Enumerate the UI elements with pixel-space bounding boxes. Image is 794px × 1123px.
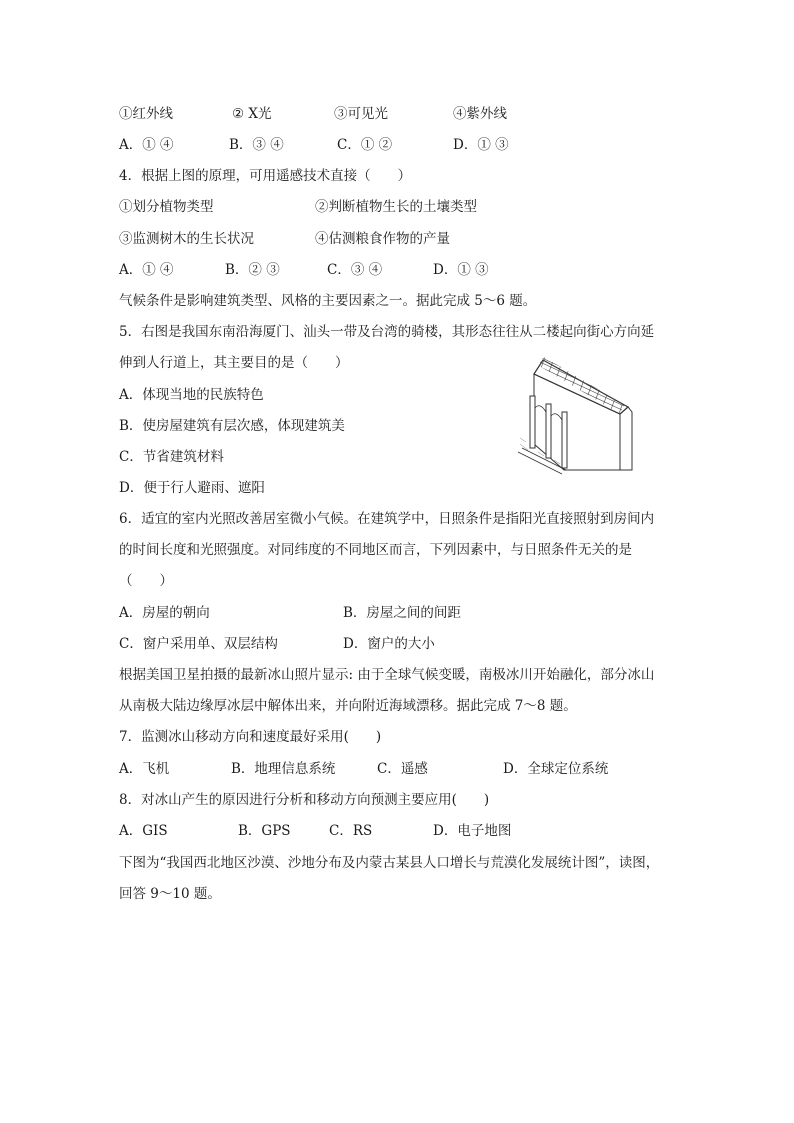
q4-item-1: ①划分植物类型 <box>119 199 214 215</box>
q3-option-d: D．① ③ <box>453 137 509 153</box>
q7-option-a: A．飞机 <box>119 761 170 777</box>
q3-item-4: ④紫外线 <box>453 106 507 122</box>
q6-option-c: C．窗户采用单、双层结构 <box>119 636 278 652</box>
q3-option-b: B．③ ④ <box>229 137 284 153</box>
q4-option-a: A．① ④ <box>119 262 174 278</box>
q5-stem-line2: 伸到人行道上，其主要目的是（ ） <box>119 355 349 371</box>
q4-option-b: B．② ③ <box>225 262 280 278</box>
q5-option-a: A．体现当地的民族特色 <box>119 387 264 403</box>
q3-item-1: ①红外线 <box>119 106 173 122</box>
q3-item-3: ③可见光 <box>334 106 388 122</box>
q6-option-d: D．窗户的大小 <box>343 636 435 652</box>
q5-option-c: C．节省建筑材料 <box>119 449 224 465</box>
q8-option-c: C．RS <box>329 823 373 839</box>
q4-option-c: C．③ ④ <box>327 262 383 278</box>
intro-7-8-line1: 根据美国卫星拍摄的最新冰山照片显示: 由于全球气候变暖，南极冰川开始融化，部分冰山 <box>119 667 655 683</box>
intro-7-8-line2: 从南极大陆边缘厚冰层中解体出来，并向附近海域漂移。据此完成 7～8 题。 <box>119 698 577 714</box>
q6-option-b: B．房屋之间的间距 <box>343 605 461 621</box>
q4-item-4: ④估测粮食作物的产量 <box>315 231 450 247</box>
q4-stem: 4．根据上图的原理，可用遥感技术直接（ ） <box>119 168 412 184</box>
q7-stem: 7．监测冰山移动方向和速度最好采用( ) <box>119 729 382 745</box>
q4-item-3: ③监测树木的生长状况 <box>119 231 254 247</box>
q7-option-c: C．遥感 <box>377 761 428 777</box>
q6-stem-line3: （ ） <box>119 573 173 589</box>
q7-option-b: B．地理信息系统 <box>231 761 336 777</box>
q8-stem: 8．对冰山产生的原因进行分析和移动方向预测主要应用( ) <box>119 792 490 808</box>
intro-5-6: 气候条件是影响建筑类型、风格的主要因素之一。据此完成 5～6 题。 <box>119 293 537 309</box>
q8-option-b: B．GPS <box>238 823 291 839</box>
q6-stem-line2: 的时间长度和光照强度。对同纬度的不同地区而言，下列因素中，与日照条件无关的是 <box>119 542 632 558</box>
q5-stem-line1: 5．右图是我国东南沿海厦门、汕头一带及台湾的骑楼，其形态往往从二楼起向街心方向延 <box>119 324 655 340</box>
arcade-building-drawing <box>516 352 640 476</box>
q4-option-d: D．① ③ <box>433 262 489 278</box>
q6-option-a: A．房屋的朝向 <box>119 605 210 621</box>
q3-option-c: C．① ② <box>337 137 393 153</box>
intro-9-10-line2: 回答 9～10 题。 <box>119 886 221 902</box>
q4-item-2: ②判断植物生长的土壤类型 <box>315 199 477 215</box>
q5-option-b: B．使房屋建筑有层次感，体现建筑美 <box>119 418 345 434</box>
intro-9-10-line1: 下图为“我国西北地区沙漠、沙地分布及内蒙古某县人口增长与荒漠化发展统计图”，读图， <box>119 855 660 871</box>
q8-option-a: A．GIS <box>119 823 168 839</box>
q5-option-d: D．便于行人避雨、遮阳 <box>119 480 265 496</box>
q6-stem-line1: 6．适宜的室内光照改善居室微小气候。在建筑学中，日照条件是指阳光直接照射到房间内 <box>119 511 655 527</box>
q7-option-d: D．全球定位系统 <box>503 761 609 777</box>
q3-item-2: ② X光 <box>232 106 272 122</box>
q8-option-d: D．电子地图 <box>433 823 512 839</box>
q3-option-a: A．① ④ <box>119 137 174 153</box>
arcade-building-figure <box>516 352 640 476</box>
